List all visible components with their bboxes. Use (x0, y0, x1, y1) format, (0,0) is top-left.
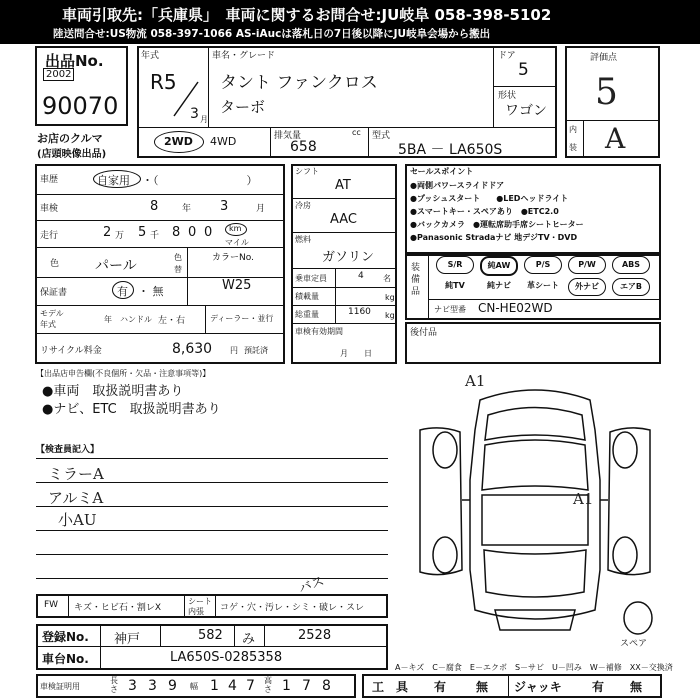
weight-label: 総重量 (295, 310, 319, 319)
color-change-1: 色 (174, 253, 182, 262)
lot-number: 90070 (42, 92, 119, 120)
sales-point-4: ●バックカメラ ●運転席助手席シートヒーター (410, 220, 584, 229)
color-value: パール (95, 258, 137, 274)
dealer-label: ディーラー・並行 (210, 314, 274, 323)
registration-kana: み (242, 632, 256, 647)
equip-abs: ABS (612, 256, 650, 274)
registration-num: 2528 (298, 628, 332, 643)
header-bar (0, 0, 700, 44)
mileage-d3: 0 (204, 225, 213, 240)
insp-month-unit: 月 (256, 204, 266, 214)
shape-value: ワゴン (505, 103, 547, 119)
mileage-d2: 0 (188, 225, 197, 240)
name-label: 車名・グレード (212, 51, 276, 61)
cert-label: 車検証明用 (40, 682, 80, 691)
notes-item-2: ●ナビ、ETC 取扱説明書あり (42, 402, 221, 417)
ac-label: 冷房 (295, 201, 311, 210)
shift-value: AT (335, 178, 351, 193)
shape-label: 形状 (498, 91, 517, 101)
cert-h-d1: 1 (282, 678, 291, 694)
displacement-value: 658 (290, 139, 317, 155)
sales-point-1: ●両側パワースライドドア (410, 181, 505, 190)
registration-label: 登録No. (42, 630, 89, 644)
door-value: 5 (518, 60, 529, 80)
equip-tv: 純TV (445, 281, 465, 290)
car-name: タント ファンクロス (220, 73, 378, 93)
shift-label: シフト (295, 167, 319, 176)
jack-label: ジャッキ (514, 680, 562, 694)
month-unit: 月 (200, 115, 208, 124)
displacement-label: 排気量 (274, 131, 302, 141)
mileage-sen: 5 (138, 225, 147, 240)
navi-model-label: ナビ型番 (434, 305, 466, 314)
store-note-1: お店のクルマ (37, 132, 103, 145)
colorno-value: W25 (222, 278, 252, 293)
model-label: 型式 (372, 131, 391, 141)
cert-len-d1: 3 (128, 678, 137, 694)
mileage-km: km (229, 224, 242, 233)
seat-text: コゲ・穴・汚レ・シミ・破レ・スレ (220, 603, 365, 613)
warranty-yes: 有 (117, 285, 128, 298)
lot-year-tag: 2002 (43, 68, 74, 81)
displacement-unit: cc (352, 128, 361, 137)
colorno-label: カラーNo. (212, 253, 254, 263)
fw-text: キズ・ヒビ石・割レX (74, 603, 161, 613)
cert-height-label: 高さ (264, 676, 272, 694)
diagram-mark-a1-right: A1 (573, 490, 594, 508)
year-label: 年式 (141, 51, 160, 61)
validity-unit: 月 日 (340, 349, 372, 358)
handle-label: ハンドル (120, 315, 152, 324)
equip-pw: P/W (568, 256, 606, 274)
equip-sr: S/R (436, 256, 474, 274)
fw-label: FW (44, 600, 59, 610)
score-label: 評価点 (590, 53, 618, 63)
warranty-no: ・ 無 (138, 285, 164, 298)
model-year-label-1: モデル (40, 309, 64, 318)
sales-title: セールスポイント (410, 167, 474, 176)
color-label: 色 (50, 259, 60, 269)
header-line2: 陸送問合せ:US物流 058-397-1066 AS-iAucは落札日の7日後以降にJU岐阜会場から搬出 (53, 28, 491, 40)
load-unit: kg (385, 293, 395, 302)
weight-value: 1160 (348, 307, 371, 317)
model-year-unit: 年 (104, 315, 112, 324)
aftermarket-box (405, 322, 661, 364)
model-year-label-2: 年式 (40, 320, 56, 329)
recycle-unit: 円 (230, 346, 238, 355)
load-label: 積載量 (295, 292, 319, 301)
mileage-label: 走行 (40, 231, 59, 241)
tools-label: 工 具 (372, 680, 409, 694)
month-value: 3 (190, 106, 199, 122)
lot-label: 出品No. (45, 52, 104, 70)
year-value: R5 (150, 70, 177, 94)
car-body-diagram (400, 370, 670, 650)
car-grade: ターボ (220, 98, 266, 116)
cert-len-d3: 9 (168, 678, 177, 694)
interior-label-2: 装 (569, 143, 577, 152)
color-change-2: 替 (174, 265, 182, 274)
interior-score: A (605, 122, 626, 155)
fuel-value: ガソリン (322, 250, 375, 265)
mileage-d1: 8 (172, 225, 181, 240)
sales-point-3: ●スマートキー・スペアあり ●ETC2.0 (410, 207, 559, 216)
tools-no: 無 (476, 680, 489, 694)
capacity-label: 乗車定員 (295, 274, 327, 283)
history-value: 自家用 (97, 174, 130, 187)
cert-width-label: 幅 (190, 682, 198, 691)
navi-model-value: CN-HE02WD (478, 301, 553, 315)
damage-legend: A－キズ C－腐食 E－エクボ S－サビ U－凹み W－補修 XX－交換済 (395, 663, 673, 672)
inspection-label: 車検 (40, 204, 59, 214)
tools-yes: 有 (434, 680, 447, 694)
diagram-mark-bottom: バス (296, 573, 327, 597)
validity-label: 車検有効期間 (295, 327, 343, 336)
sales-point-5: ●Panasonic Stradaナビ 地デジTV・DVD (410, 233, 578, 242)
diagram-mark-a1-top: A1 (465, 372, 486, 390)
door-label: ドア (498, 51, 516, 61)
score-value: 5 (595, 72, 618, 113)
seat-label-2: 内張 (188, 607, 204, 616)
inspector-item-1: ミラーA (48, 465, 104, 483)
registration-class: 582 (198, 628, 223, 643)
recycle-label: リサイクル料金 (40, 346, 102, 356)
store-note-2: (店頭映像出品) (37, 149, 107, 160)
history-rest: ・（ ） (142, 174, 258, 187)
aftermarket-label: 後付品 (410, 328, 438, 338)
drive-2wd: 2WD (164, 135, 193, 148)
equip-leather: 革シート (527, 281, 559, 290)
cert-w-d1: 1 (210, 678, 219, 694)
equip-navi: 純ナビ (487, 281, 511, 290)
warranty-label: 保証書 (40, 288, 68, 298)
jack-no: 無 (630, 680, 643, 694)
chassis-label: 車台No. (42, 652, 89, 666)
mileage-man-unit: 万 (115, 231, 125, 241)
mileage-mile: マイル (225, 238, 249, 247)
fuel-label: 燃料 (295, 235, 311, 244)
notes-header: 【出品店申告欄(不良個所・欠品・注意事項等)】 (36, 369, 211, 378)
mileage-sen-unit: 千 (150, 231, 160, 241)
sales-point-2: ●プッシュスタート ●LEDヘッドライト (410, 194, 569, 203)
weight-unit: kg (385, 311, 395, 320)
interior-label-1: 内 (569, 125, 577, 134)
recycle-value: 8,630 (172, 341, 213, 357)
handle-lr: 左・右 (158, 316, 186, 326)
cert-h-d2: 7 (302, 678, 311, 694)
equip-alloy: 純AW (480, 256, 518, 276)
cert-h-d3: 8 (322, 678, 331, 694)
notes-item-1: ●車両 取扱説明書あり (42, 384, 184, 399)
inspector-item-2: アルミA (48, 489, 104, 507)
capacity-unit: 名 (383, 274, 391, 283)
registration-place: 神戸 (114, 632, 141, 647)
cert-len-d2: 3 (148, 678, 157, 694)
cert-w-d3: 7 (246, 678, 255, 694)
drive-4wd: 4WD (210, 135, 237, 148)
jack-yes: 有 (592, 680, 605, 694)
equip-airbag: エアB (612, 278, 650, 296)
recycle-note: 預託済 (244, 346, 268, 355)
equip-ps: P/S (524, 256, 562, 274)
insp-year-unit: 年 (182, 204, 192, 214)
equip-ext-navi: 外ナビ (568, 278, 606, 296)
mileage-man: 2 (103, 225, 112, 240)
inspector-item-3: 小AU (58, 511, 97, 529)
chassis-value: LA650S-0285358 (170, 650, 283, 665)
insp-month: 3 (220, 199, 229, 214)
insp-year: 8 (150, 199, 159, 214)
inspector-title: 【検査員記入】 (36, 445, 100, 455)
cert-len-label: 長さ (110, 676, 118, 694)
capacity-value: 4 (358, 271, 364, 281)
history-label: 車歴 (40, 175, 59, 185)
header-line1: 車両引取先:「兵庫県」 車両に関するお問合せ:JU岐阜 058-398-5102 (62, 6, 552, 24)
seat-label-1: シート (188, 597, 212, 606)
ac-value: AAC (330, 212, 357, 227)
model-value: 5BA － LA650S (398, 142, 503, 158)
cert-w-d2: 4 (228, 678, 237, 694)
spare-label: スペア (620, 639, 648, 649)
equipment-label: 装備品 (411, 263, 421, 297)
